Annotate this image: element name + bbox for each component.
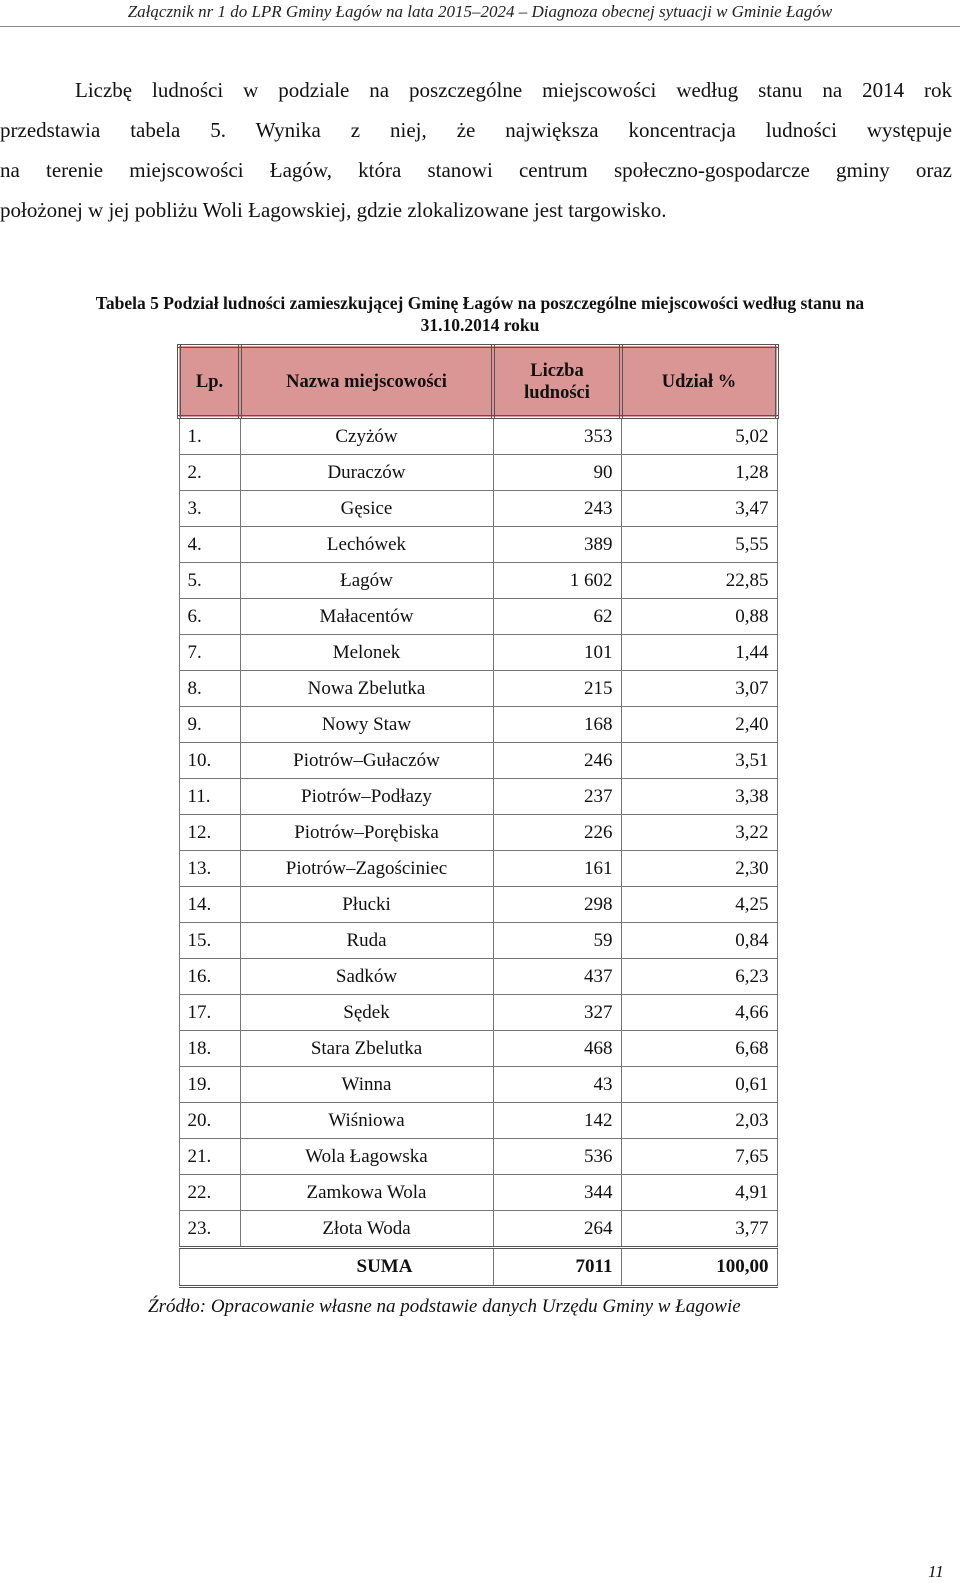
paragraph-line: położonej w jej pobliżu Woli Łagowskiej, gdzie zlokalizowane jest targowisko.: [0, 198, 667, 222]
cell-population: 226: [493, 815, 621, 851]
cell-lp: 16.: [179, 959, 240, 995]
cell-population: 237: [493, 779, 621, 815]
table-row: [179, 527, 777, 563]
cell-lp: 7.: [179, 635, 240, 671]
cell-population: 437: [493, 959, 621, 995]
cell-share: 22,85: [621, 563, 777, 599]
cell-population: 298: [493, 887, 621, 923]
cell-share: 1,44: [621, 635, 777, 671]
cell-population: 168: [493, 707, 621, 743]
cell-name: Zamkowa Wola: [240, 1175, 493, 1211]
cell-share: 0,61: [621, 1067, 777, 1103]
cell-lp: 8.: [179, 671, 240, 707]
cell-share: 3,07: [621, 671, 777, 707]
cell-population: 161: [493, 851, 621, 887]
cell-share: 3,38: [621, 779, 777, 815]
table-row: [179, 599, 777, 635]
table-row: [179, 887, 777, 923]
cell-lp: 17.: [179, 995, 240, 1031]
header-lp: Lp.: [179, 346, 240, 417]
cell-share: 1,28: [621, 455, 777, 491]
cell-lp: 22.: [179, 1175, 240, 1211]
cell-lp: 21.: [179, 1139, 240, 1175]
table-caption: [0, 292, 960, 336]
cell-share: 3,47: [621, 491, 777, 527]
cell-name: Piotrów–Porębiska: [240, 815, 493, 851]
header-population-line: ludności: [524, 382, 590, 403]
cell-lp: 9.: [179, 707, 240, 743]
cell-share: 4,91: [621, 1175, 777, 1211]
cell-population: 264: [493, 1211, 621, 1248]
cell-lp: 13.: [179, 851, 240, 887]
paragraph-line: na terenie miejscowości Łagów, która stanowi centrum społeczno-gospodarcze gminy oraz: [0, 158, 952, 182]
cell-population: 246: [493, 743, 621, 779]
cell-name: Duraczów: [240, 455, 493, 491]
cell-name: Ruda: [240, 923, 493, 959]
cell-lp: 1.: [179, 417, 240, 455]
header-name: Nazwa miejscowości: [240, 346, 493, 417]
cell-share: 2,30: [621, 851, 777, 887]
table-caption-line: 31.10.2014 roku: [420, 315, 540, 335]
cell-population: 344: [493, 1175, 621, 1211]
table-row: [179, 923, 777, 959]
cell-lp: 4.: [179, 527, 240, 563]
table-row: [179, 1103, 777, 1139]
cell-share: 3,22: [621, 815, 777, 851]
cell-name: Łagów: [240, 563, 493, 599]
cell-lp: 18.: [179, 1031, 240, 1067]
cell-share: 4,25: [621, 887, 777, 923]
cell-lp: 15.: [179, 923, 240, 959]
cell-share: 2,03: [621, 1103, 777, 1139]
header-population: [493, 346, 621, 417]
cell-share: 5,02: [621, 417, 777, 455]
cell-name: Piotrów–Podłazy: [240, 779, 493, 815]
total-share: 100,00: [621, 1248, 777, 1287]
paragraph-line: przedstawia tabela 5. Wynika z niej, że największa koncentracja ludności występuje: [0, 118, 952, 142]
cell-population: 1 602: [493, 563, 621, 599]
cell-population: 215: [493, 671, 621, 707]
intro-paragraph: [0, 70, 952, 230]
table-caption-line: Tabela 5 Podział ludności zamieszkującej Gminę Łagów na poszczególne miejscowości według stanu na: [95, 293, 865, 313]
cell-name: Piotrów–Gułaczów: [240, 743, 493, 779]
table-row: [179, 815, 777, 851]
cell-name: Melonek: [240, 635, 493, 671]
cell-name: Małacentów: [240, 599, 493, 635]
source-note: Źródło: Opracowanie własne na podstawie danych Urzędu Gminy w Łagowie: [148, 1296, 741, 1317]
cell-population: 59: [493, 923, 621, 959]
table-row: [179, 851, 777, 887]
cell-name: Czyżów: [240, 417, 493, 455]
cell-population: 327: [493, 995, 621, 1031]
cell-population: 142: [493, 1103, 621, 1139]
cell-lp: 3.: [179, 491, 240, 527]
cell-population: 468: [493, 1031, 621, 1067]
population-table: [177, 344, 779, 1288]
table-row: [179, 743, 777, 779]
table-row: [179, 563, 777, 599]
running-header: Załącznik nr 1 do LPR Gminy Łagów na lata 2015–2024 – Diagnoza obecnej sytuacji w Gminie Łagów: [127, 2, 833, 21]
cell-share: 5,55: [621, 527, 777, 563]
cell-share: 3,51: [621, 743, 777, 779]
table-row: [179, 1211, 777, 1248]
cell-lp: 12.: [179, 815, 240, 851]
table-header-row: [179, 346, 777, 417]
cell-share: 0,88: [621, 599, 777, 635]
cell-share: 6,23: [621, 959, 777, 995]
cell-lp: 11.: [179, 779, 240, 815]
table-row: [179, 1139, 777, 1175]
cell-name: Płucki: [240, 887, 493, 923]
total-label: SUMA: [179, 1248, 493, 1287]
table-row: [179, 959, 777, 995]
cell-population: 389: [493, 527, 621, 563]
table-row: [179, 455, 777, 491]
cell-name: Nowy Staw: [240, 707, 493, 743]
cell-population: 43: [493, 1067, 621, 1103]
cell-name: Sadków: [240, 959, 493, 995]
cell-population: 536: [493, 1139, 621, 1175]
table-row: [179, 1175, 777, 1211]
cell-name: Gęsice: [240, 491, 493, 527]
paragraph-line: Liczbę ludności w podziale na poszczególne miejscowości według stanu na 2014 rok: [75, 78, 952, 102]
cell-name: Lechówek: [240, 527, 493, 563]
cell-share: 7,65: [621, 1139, 777, 1175]
total-population: 7011: [493, 1248, 621, 1287]
cell-population: 101: [493, 635, 621, 671]
cell-name: Sędek: [240, 995, 493, 1031]
cell-population: 62: [493, 599, 621, 635]
cell-lp: 23.: [179, 1211, 240, 1248]
table-body: [179, 417, 777, 1248]
cell-share: 6,68: [621, 1031, 777, 1067]
cell-lp: 2.: [179, 455, 240, 491]
table-row: [179, 671, 777, 707]
header-share: Udział %: [621, 346, 777, 417]
total-row: [179, 1248, 777, 1287]
header-population-line: Liczba: [530, 360, 584, 381]
cell-share: 4,66: [621, 995, 777, 1031]
cell-share: 3,77: [621, 1211, 777, 1248]
cell-name: Wola Łagowska: [240, 1139, 493, 1175]
cell-lp: 6.: [179, 599, 240, 635]
cell-lp: 14.: [179, 887, 240, 923]
table-row: [179, 1067, 777, 1103]
table-row: [179, 779, 777, 815]
cell-population: 243: [493, 491, 621, 527]
cell-share: 0,84: [621, 923, 777, 959]
cell-share: 2,40: [621, 707, 777, 743]
table-row: [179, 1031, 777, 1067]
table-row: [179, 417, 777, 455]
cell-lp: 20.: [179, 1103, 240, 1139]
cell-lp: 19.: [179, 1067, 240, 1103]
table-row: [179, 491, 777, 527]
cell-name: Wiśniowa: [240, 1103, 493, 1139]
cell-population: 353: [493, 417, 621, 455]
page-number: 11: [928, 1562, 944, 1581]
table-row: [179, 635, 777, 671]
cell-lp: 5.: [179, 563, 240, 599]
header-divider: [0, 26, 960, 27]
table-row: [179, 707, 777, 743]
cell-name: Złota Woda: [240, 1211, 493, 1248]
cell-lp: 10.: [179, 743, 240, 779]
table-row: [179, 995, 777, 1031]
cell-name: Nowa Zbelutka: [240, 671, 493, 707]
cell-name: Piotrów–Zagościniec: [240, 851, 493, 887]
cell-population: 90: [493, 455, 621, 491]
cell-name: Winna: [240, 1067, 493, 1103]
cell-name: Stara Zbelutka: [240, 1031, 493, 1067]
